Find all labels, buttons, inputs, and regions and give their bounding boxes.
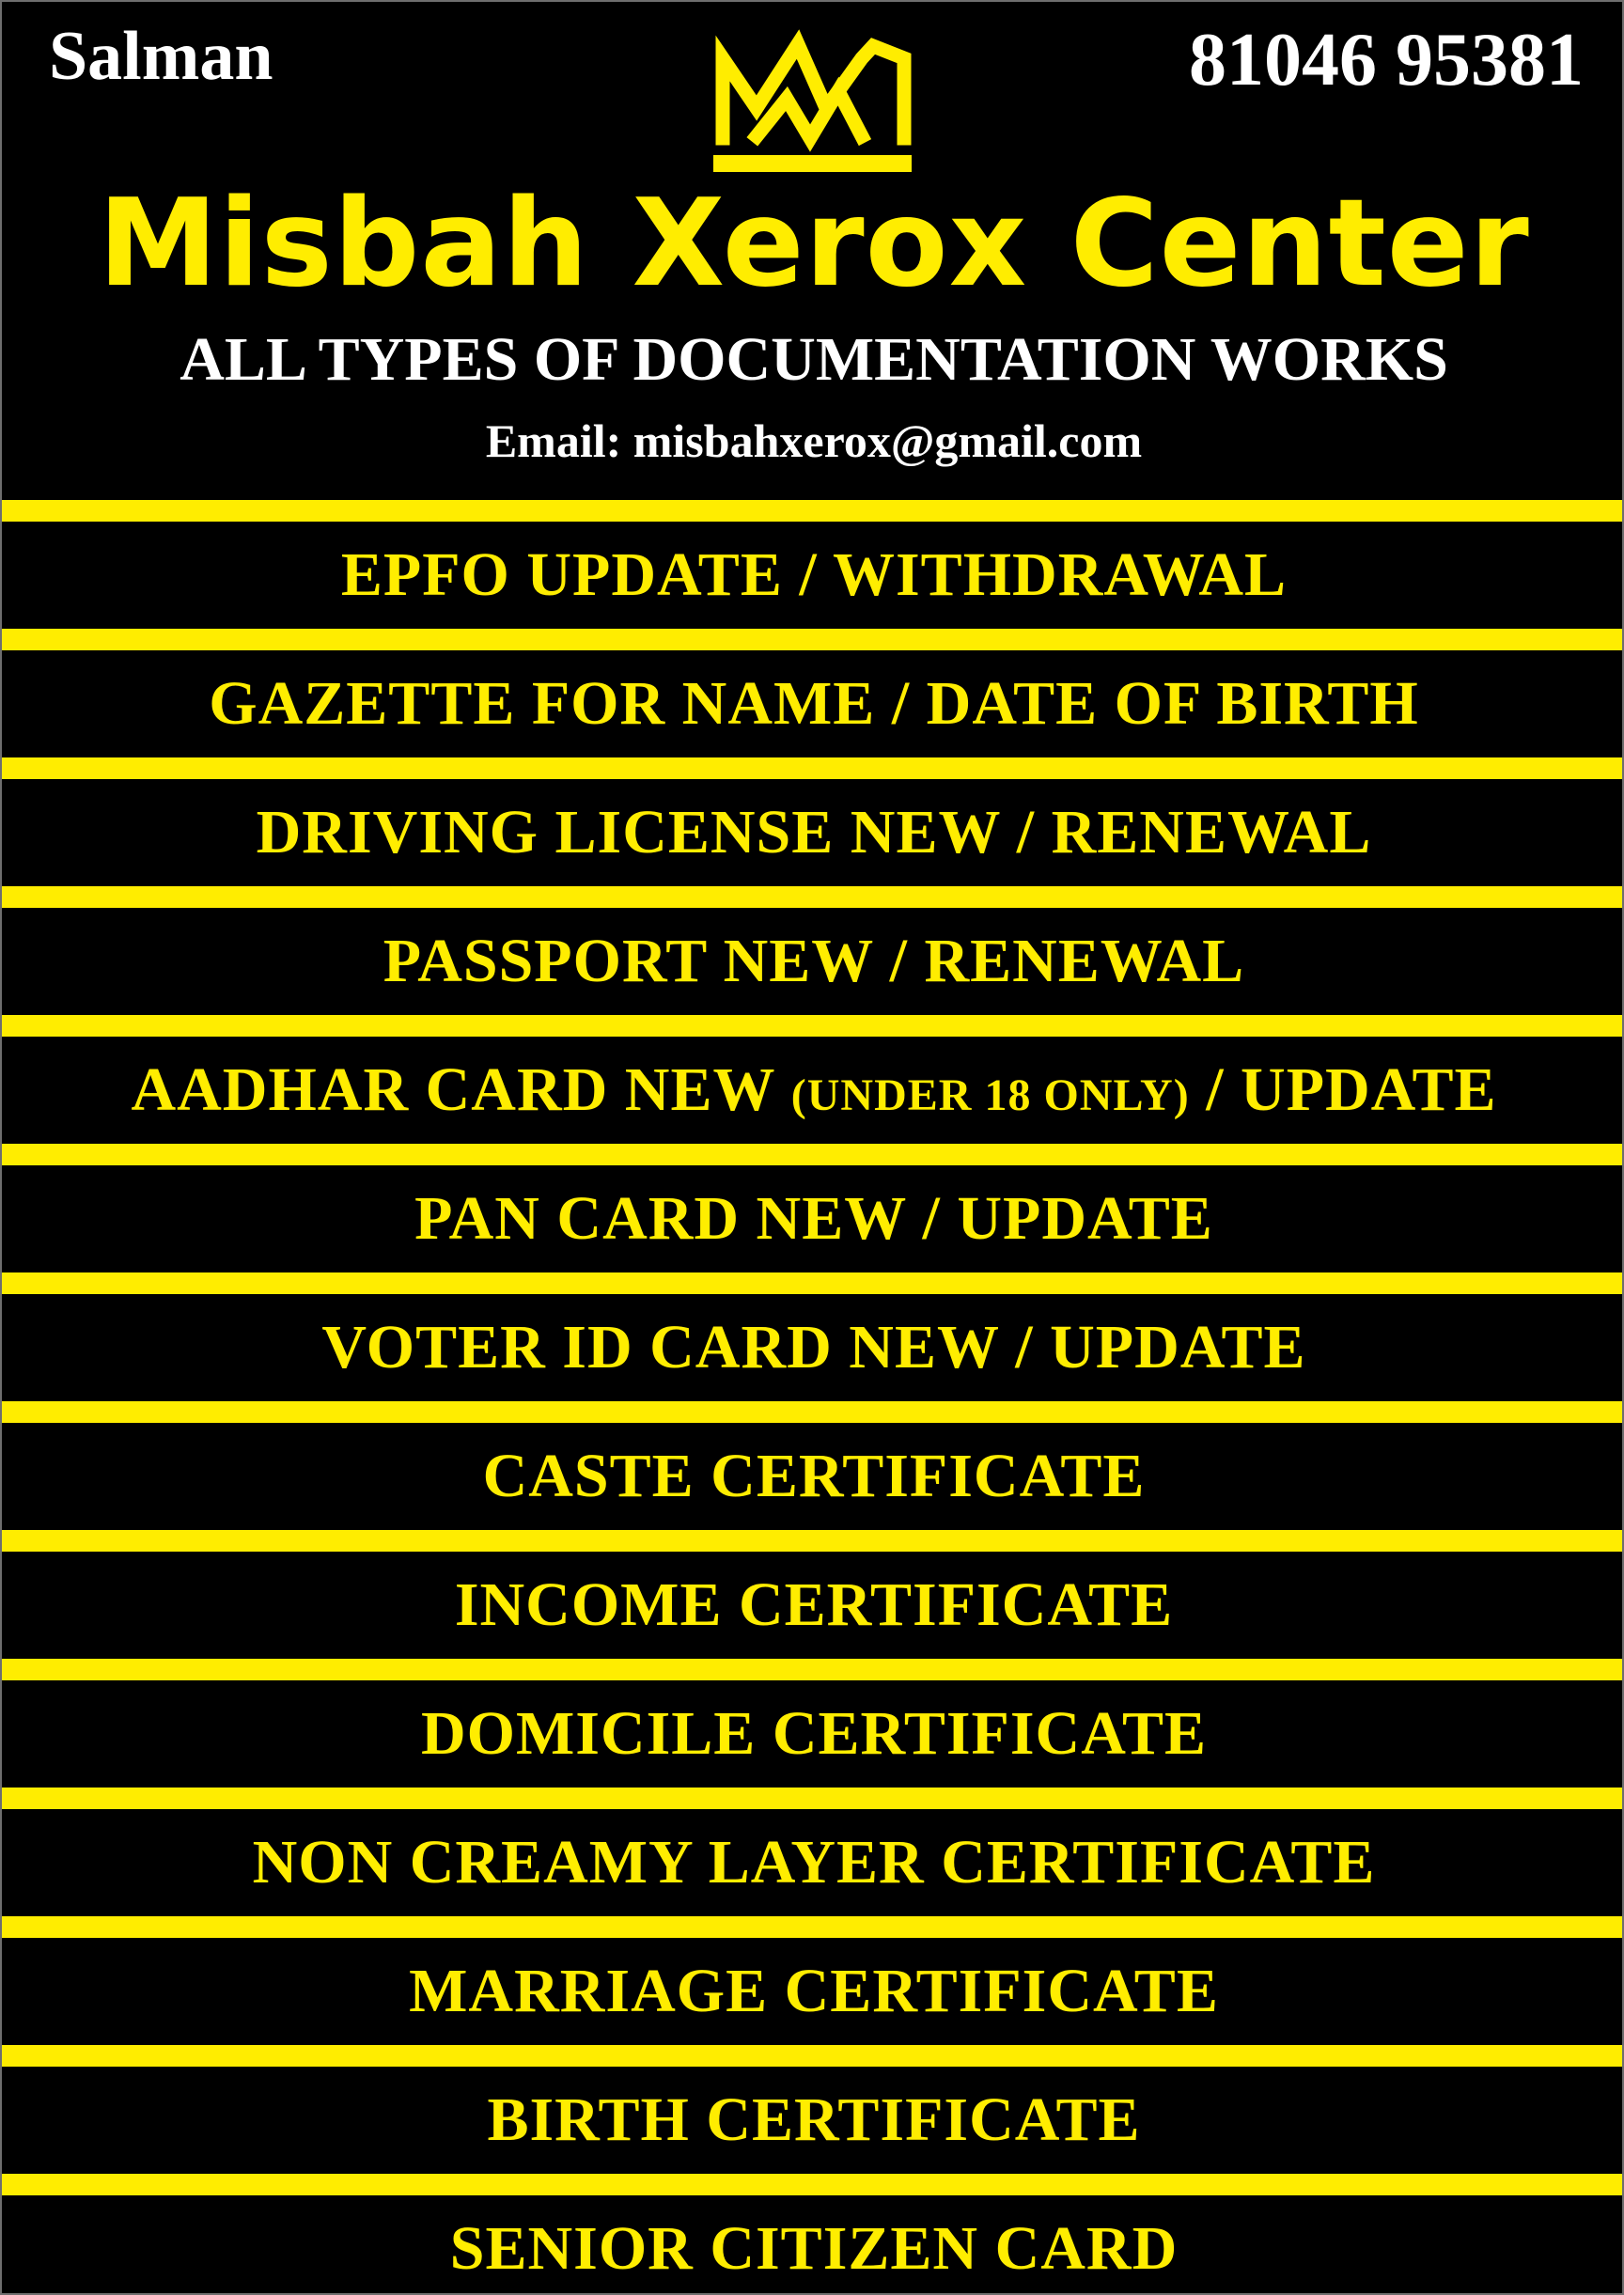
yellow-stripe-divider [2, 757, 1624, 779]
service-item [2, 2195, 1624, 2295]
yellow-stripe-divider [2, 1144, 1624, 1165]
service-text: PASSPORT NEW / RENEWAL [383, 927, 1245, 995]
service-label [340, 540, 1288, 609]
yellow-stripe-divider [2, 629, 1624, 650]
service-text: GAZETTE FOR NAME / DATE OF BIRTH [209, 669, 1419, 738]
service-item [2, 2067, 1624, 2174]
service-item [2, 1165, 1624, 1272]
contact-name: Salman [49, 18, 273, 95]
service-item [2, 1809, 1624, 1916]
service-item [2, 1423, 1624, 1530]
service-item [2, 1552, 1624, 1659]
service-note: (UNDER 18 ONLY) [790, 1070, 1190, 1120]
service-item [2, 650, 1624, 757]
yellow-stripe-divider [2, 1916, 1624, 1938]
email-address: Email: misbahxerox@gmail.com [485, 414, 1143, 467]
yellow-stripe-divider [2, 1788, 1624, 1809]
service-item [2, 1294, 1624, 1401]
yellow-stripe-divider [2, 2045, 1624, 2067]
yellow-stripe-divider [2, 1015, 1624, 1037]
service-label [409, 1957, 1219, 2025]
service-label [321, 1313, 1306, 1382]
yellow-stripe-divider [2, 1272, 1624, 1294]
yellow-stripe-divider [2, 500, 1624, 522]
yellow-stripe-divider [2, 2174, 1624, 2195]
service-label [252, 1828, 1376, 1897]
header [2, 2, 1624, 500]
service-item [2, 908, 1624, 1015]
yellow-stripe-divider [2, 1401, 1624, 1423]
yellow-stripe-divider [2, 1659, 1624, 1680]
service-text: PAN CARD NEW / UPDATE [414, 1184, 1213, 1253]
service-item [2, 522, 1624, 629]
service-text: INCOME CERTIFICATE [454, 1570, 1174, 1639]
service-suffix: / UPDATE [1189, 1055, 1497, 1124]
service-label [131, 1055, 1497, 1124]
service-label [454, 1570, 1174, 1639]
service-text: NON CREAMY LAYER CERTIFICATE [252, 1828, 1376, 1897]
service-item [2, 1938, 1624, 2045]
services-list [2, 500, 1624, 2295]
service-text: AADHAR CARD NEW [131, 1055, 791, 1124]
service-text: VOTER ID CARD NEW / UPDATE [321, 1313, 1306, 1382]
service-text: DOMICILE CERTIFICATE [420, 1699, 1208, 1768]
service-label [383, 927, 1245, 995]
service-item [2, 1680, 1624, 1788]
contact-phone: 81046 95381 [1189, 19, 1584, 101]
yellow-stripe-divider [2, 1530, 1624, 1552]
service-text: CASTE CERTIFICATE [482, 1442, 1146, 1510]
yellow-stripe-divider [2, 886, 1624, 908]
service-label [256, 798, 1372, 866]
business-name: Misbah Xerox Center [98, 174, 1530, 314]
service-text: MARRIAGE CERTIFICATE [409, 1957, 1219, 2025]
service-text: SENIOR CITIZEN CARD [449, 2214, 1179, 2283]
service-item [2, 1037, 1624, 1144]
service-item [2, 779, 1624, 886]
service-text: EPFO UPDATE / WITHDRAWAL [340, 540, 1288, 609]
service-label [420, 1699, 1208, 1768]
service-label [482, 1442, 1146, 1510]
service-text: DRIVING LICENSE NEW / RENEWAL [256, 798, 1372, 866]
service-label [209, 669, 1419, 738]
service-label [487, 2085, 1141, 2154]
crown-icon [711, 25, 914, 180]
service-label [414, 1184, 1213, 1253]
service-label [449, 2214, 1179, 2283]
service-text: BIRTH CERTIFICATE [487, 2085, 1141, 2154]
tagline: ALL TYPES OF DOCUMENTATION WORKS [180, 325, 1448, 394]
